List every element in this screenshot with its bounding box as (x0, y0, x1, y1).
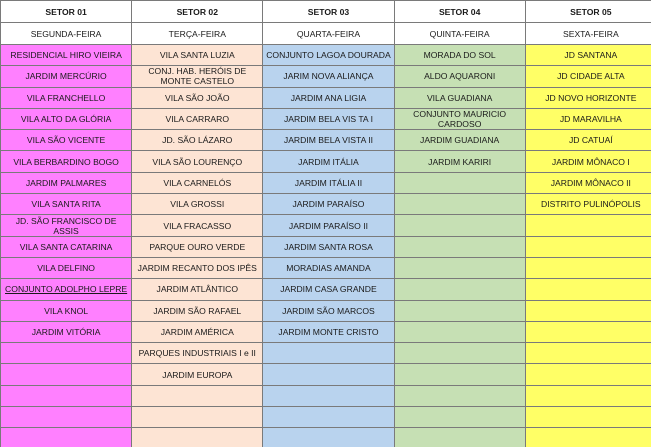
cell-setor-03[interactable]: JARDIM SÃO MARCOS (263, 300, 394, 321)
cell-setor-02[interactable]: JARDIM SÃO RAFAEL (132, 300, 263, 321)
cell-setor-05[interactable] (525, 407, 651, 428)
cell-setor-05[interactable]: JARDIM MÔNACO II (525, 172, 651, 193)
cell-setor-02[interactable] (132, 385, 263, 406)
cell-setor-01[interactable]: VILA SÃO VICENTE (1, 130, 132, 151)
cell-setor-02[interactable]: JARDIM AMÉRICA (132, 321, 263, 342)
cell-setor-01[interactable]: RESIDENCIAL HIRO VIEIRA (1, 45, 132, 66)
weekday-row (1, 23, 651, 45)
cell-setor-03[interactable]: JARDIM ITÁLIA (263, 151, 394, 172)
cell-setor-05[interactable]: DISTRITO PULINÓPOLIS (525, 194, 651, 215)
cell-setor-03[interactable] (263, 428, 394, 447)
cell-setor-03[interactable]: JARDIM BELA VISTA II (263, 130, 394, 151)
cell-setor-01[interactable]: VILA FRANCHELLO (1, 87, 132, 108)
table-row (1, 194, 651, 215)
table-row (1, 428, 651, 447)
cell-setor-02[interactable]: JARDIM EUROPA (132, 364, 263, 385)
table-row (1, 364, 651, 385)
table-row (1, 151, 651, 172)
neighborhood-rows (1, 45, 651, 447)
cell-setor-03[interactable]: MORADIAS AMANDA (263, 257, 394, 278)
cell-setor-05[interactable] (525, 300, 651, 321)
cell-setor-01[interactable]: CONJUNTO ADOLPHO LEPRE (1, 279, 132, 300)
header-setor-05: SETOR 05 (525, 1, 651, 23)
cell-setor-01[interactable]: JARDIM PALMARES (1, 172, 132, 193)
cell-setor-05[interactable] (525, 215, 651, 236)
table-row (1, 172, 651, 193)
table-row (1, 236, 651, 257)
cell-setor-02[interactable]: CONJ. HAB. HERÓIS DE MONTE CASTELO (132, 66, 263, 87)
cell-setor-01[interactable]: VILA DELFINO (1, 257, 132, 278)
day-setor-04: QUINTA-FEIRA (394, 23, 525, 45)
cell-setor-01[interactable] (1, 385, 132, 406)
cell-setor-03[interactable] (263, 385, 394, 406)
cell-setor-03[interactable]: JARDIM ANA LIGIA (263, 87, 394, 108)
cell-setor-05[interactable] (525, 321, 651, 342)
header-setor-01: SETOR 01 (1, 1, 132, 23)
cell-setor-05[interactable]: JD CIDADE ALTA (525, 66, 651, 87)
cell-setor-03[interactable]: JARDIM MONTE CRISTO (263, 321, 394, 342)
cell-setor-01[interactable] (1, 407, 132, 428)
cell-setor-01[interactable]: JARDIM VITÓRIA (1, 321, 132, 342)
cell-setor-04[interactable] (394, 236, 525, 257)
cell-setor-02[interactable]: VILA SÃO JOÃO (132, 87, 263, 108)
cell-setor-03[interactable] (263, 407, 394, 428)
cell-setor-02[interactable]: JARDIM RECANTO DOS IPÊS (132, 257, 263, 278)
cell-setor-03[interactable]: CONJUNTO LAGOA DOURADA (263, 45, 394, 66)
cell-setor-03[interactable]: JARDIM PARAÍSO (263, 194, 394, 215)
day-setor-01: SEGUNDA-FEIRA (1, 23, 132, 45)
cell-setor-02[interactable]: JD. SÃO LÁZARO (132, 130, 263, 151)
cell-setor-02[interactable]: VILA FRACASSO (132, 215, 263, 236)
table-row (1, 279, 651, 300)
table-row (1, 343, 651, 364)
cell-setor-03[interactable] (263, 364, 394, 385)
cell-setor-05[interactable] (525, 279, 651, 300)
cell-setor-02[interactable]: PARQUES INDUSTRIAIS I e II (132, 343, 263, 364)
cell-setor-01[interactable] (1, 428, 132, 447)
cell-setor-04[interactable] (394, 300, 525, 321)
cell-setor-04[interactable] (394, 321, 525, 342)
table-row (1, 407, 651, 428)
table-row (1, 385, 651, 406)
day-setor-03: QUARTA-FEIRA (263, 23, 394, 45)
cell-setor-04[interactable] (394, 343, 525, 364)
cell-setor-02[interactable]: VILA CARNELÓS (132, 172, 263, 193)
cell-setor-05[interactable]: JD SANTANA (525, 45, 651, 66)
cell-setor-01[interactable]: VILA SANTA CATARINA (1, 236, 132, 257)
cell-setor-01[interactable]: VILA ALTO DA GLÓRIA (1, 108, 132, 129)
cell-setor-02[interactable]: VILA SÃO LOURENÇO (132, 151, 263, 172)
cell-setor-03[interactable]: JARDIM CASA GRANDE (263, 279, 394, 300)
cell-setor-03[interactable] (263, 343, 394, 364)
header-setor-03: SETOR 03 (263, 1, 394, 23)
cell-setor-02[interactable]: VILA CARRARO (132, 108, 263, 129)
cell-setor-03[interactable]: JARDIM SANTA ROSA (263, 236, 394, 257)
table-row (1, 66, 651, 87)
cell-setor-04[interactable] (394, 194, 525, 215)
cell-setor-03[interactable]: JARIM NOVA ALIANÇA (263, 66, 394, 87)
cell-setor-04[interactable]: ALDO AQUARONI (394, 66, 525, 87)
cell-setor-02[interactable]: PARQUE OURO VERDE (132, 236, 263, 257)
cell-setor-03[interactable]: JARDIM ITÁLIA II (263, 172, 394, 193)
cell-setor-02[interactable] (132, 428, 263, 447)
cell-setor-04[interactable] (394, 407, 525, 428)
cell-setor-05[interactable] (525, 364, 651, 385)
table-row (1, 215, 651, 236)
cell-setor-04[interactable] (394, 172, 525, 193)
cell-setor-01[interactable]: JARDIM MERCÚRIO (1, 66, 132, 87)
cell-setor-04[interactable] (394, 364, 525, 385)
cell-setor-02[interactable]: VILA GROSSI (132, 194, 263, 215)
cell-setor-02[interactable]: VILA SANTA LUZIA (132, 45, 263, 66)
cell-setor-05[interactable] (525, 257, 651, 278)
cell-setor-05[interactable]: JARDIM MÔNACO I (525, 151, 651, 172)
table-row (1, 108, 651, 129)
cell-setor-01[interactable] (1, 364, 132, 385)
header-setor-02: SETOR 02 (132, 1, 263, 23)
table-row (1, 257, 651, 278)
cell-setor-04[interactable] (394, 385, 525, 406)
cell-setor-04[interactable] (394, 279, 525, 300)
cell-setor-04[interactable]: JARDIM KARIRI (394, 151, 525, 172)
cell-setor-05[interactable] (525, 385, 651, 406)
day-setor-05: SEXTA-FEIRA (525, 23, 651, 45)
cell-setor-04[interactable]: MORADA DO SOL (394, 45, 525, 66)
cell-setor-05[interactable]: JD MARAVILHA (525, 108, 651, 129)
cell-setor-01[interactable]: JD. SÃO FRANCISCO DE ASSIS (1, 215, 132, 236)
table-row (1, 130, 651, 151)
cell-setor-05[interactable]: JD NOVO HORIZONTE (525, 87, 651, 108)
cell-setor-04[interactable] (394, 428, 525, 447)
day-setor-02: TERÇA-FEIRA (132, 23, 263, 45)
cell-setor-01[interactable] (1, 343, 132, 364)
cell-setor-01[interactable]: VILA BERBARDINO BOGO (1, 151, 132, 172)
cell-setor-02[interactable]: JARDIM ATLÂNTICO (132, 279, 263, 300)
cell-setor-05[interactable]: JD CATUAÍ (525, 130, 651, 151)
table-row (1, 45, 651, 66)
cell-setor-01[interactable]: VILA KNOL (1, 300, 132, 321)
cell-setor-04[interactable]: VILA GUADIANA (394, 87, 525, 108)
cell-setor-05[interactable] (525, 428, 651, 447)
header-setor-04: SETOR 04 (394, 1, 525, 23)
cell-setor-03[interactable]: JARDIM PARAÍSO II (263, 215, 394, 236)
cell-setor-05[interactable] (525, 343, 651, 364)
table-row (1, 300, 651, 321)
cell-setor-04[interactable] (394, 257, 525, 278)
cell-setor-03[interactable]: JARDIM BELA VIS TA I (263, 108, 394, 129)
sector-header-row (1, 1, 651, 23)
table-row (1, 87, 651, 108)
cell-setor-05[interactable] (525, 236, 651, 257)
cell-setor-04[interactable]: CONJUNTO MAURICIO CARDOSO (394, 108, 525, 129)
cell-setor-01[interactable]: VILA SANTA RITA (1, 194, 132, 215)
cell-setor-04[interactable]: JARDIM GUADIANA (394, 130, 525, 151)
table-row (1, 321, 651, 342)
cell-setor-02[interactable] (132, 407, 263, 428)
cell-setor-04[interactable] (394, 215, 525, 236)
